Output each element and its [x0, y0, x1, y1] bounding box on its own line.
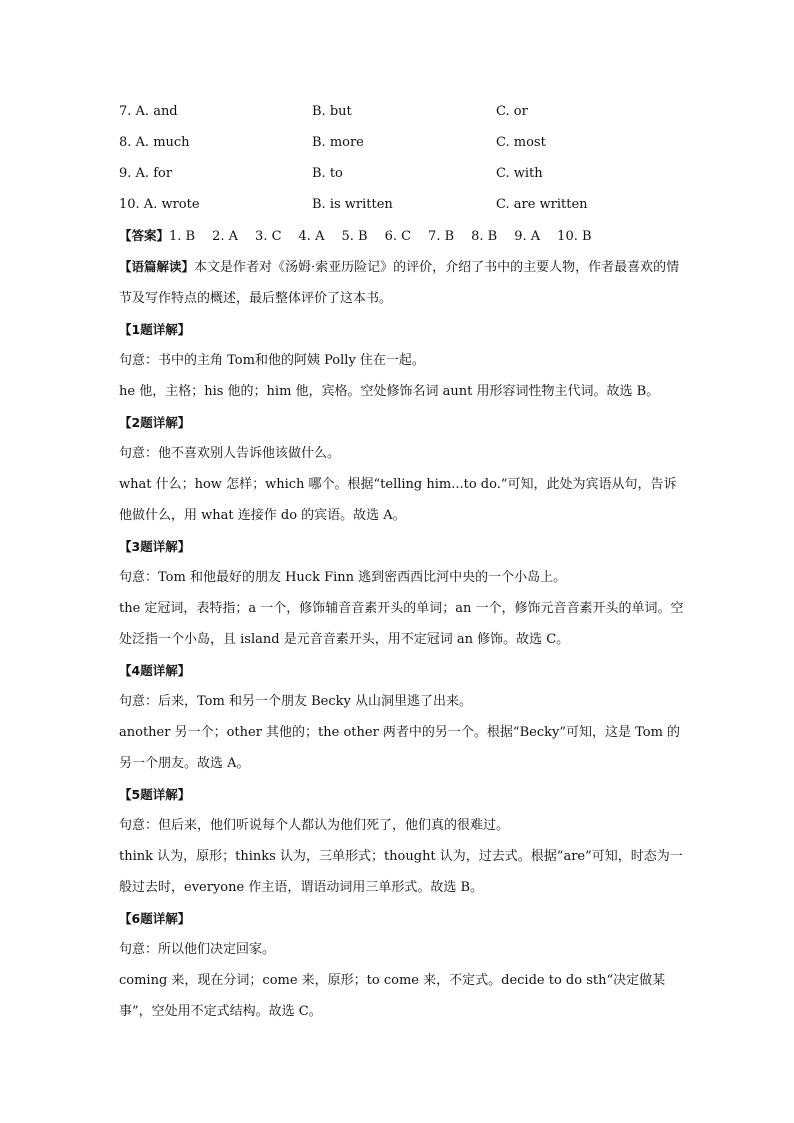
detail-heading: 【1题详解】	[119, 322, 191, 337]
overview-label: 【语篇解读】	[119, 259, 195, 274]
answer-item: 4. A	[298, 229, 325, 244]
option-a: 7. A. and	[119, 104, 178, 119]
detail-meaning: 句意：他不喜欢别人告诉他该做什么。	[119, 446, 341, 461]
option-b: B. to	[312, 166, 343, 181]
option-c: C. most	[496, 135, 546, 150]
option-row-9	[119, 158, 684, 189]
answer-label: 【答案】	[119, 228, 170, 243]
detail-explanation: he 他，主格；his 他的；him 他，宾格。空处修饰名词 aunt 用形容词性物主代词。故选 B。	[119, 384, 660, 399]
detail-1	[119, 314, 684, 407]
detail-meaning: 句意：后来，Tom 和另一个朋友 Becky 从山洞里逃了出来。	[119, 694, 472, 709]
detail-heading: 【6题详解】	[119, 911, 191, 926]
detail-meaning: 句意：Tom 和他最好的朋友 Huck Finn 逃到密西西比河中央的一个小岛上。	[119, 570, 567, 585]
option-c: C. are written	[496, 197, 588, 212]
option-c: C. or	[496, 104, 528, 119]
detail-explanation: what 什么；how 怎样；which 哪个。根据“telling him...to do.”可知，此处为宾语从句，告诉他做什么，用 what 连接作 do 的宾语。故选 A。	[119, 477, 677, 523]
options-block	[119, 96, 684, 220]
detail-explanation: coming 来，现在分词；come 来，原形；to come 来，不定式。decide to do sth“决定做某事”，空处用不定式结构。故选 C。	[119, 973, 666, 1019]
answer-item: 3. C	[255, 229, 282, 244]
option-c: C. with	[496, 166, 543, 181]
detail-meaning: 句意：所以他们决定回家。	[119, 942, 276, 957]
answer-key	[119, 220, 684, 251]
option-a: 10. A. wrote	[119, 197, 200, 212]
answer-item: 2. A	[212, 229, 239, 244]
overview-text: 本文是作者对《汤姆·索亚历险记》的评价，介绍了书中的主要人物，作者最喜欢的情节及写作特点的概述，最后整体评价了这本书。	[119, 260, 680, 306]
detail-heading: 【5题详解】	[119, 787, 191, 802]
answer-item: 6. C	[384, 229, 412, 244]
answer-item: 1. B	[169, 229, 196, 244]
detail-meaning: 句意：书中的主角 Tom和他的阿姨 Polly 住在一起。	[119, 353, 425, 368]
answer-item: 9. A	[514, 229, 541, 244]
option-row-10	[119, 189, 684, 220]
detail-6	[119, 903, 684, 1027]
option-row-8	[119, 127, 684, 158]
detail-explanation: the 定冠词，表特指；a 一个，修饰辅音音素开头的单词；an 一个，修饰元音音素开头的单词。空处泛指一个小岛，且 island 是元音音素开头，用不定冠词 an 修饰。故选 C。	[119, 601, 684, 647]
answer-item: 10. B	[557, 229, 592, 244]
answer-item: 8. B	[471, 229, 498, 244]
detail-3	[119, 531, 684, 655]
document-page	[119, 96, 684, 1027]
detail-heading: 【4题详解】	[119, 663, 191, 678]
option-a: 8. A. much	[119, 135, 190, 150]
option-b: B. more	[312, 135, 364, 150]
detail-5	[119, 779, 684, 903]
answer-item: 5. B	[341, 229, 368, 244]
option-row-7	[119, 96, 684, 127]
detail-explanation: think 认为，原形；thinks 认为，三单形式；thought 认为，过去式。根据“are”可知，时态为一般过去时，everyone 作主语，谓语动词用三单形式。故选 B。	[119, 849, 683, 895]
detail-heading: 【3题详解】	[119, 539, 191, 554]
detail-heading: 【2题详解】	[119, 415, 191, 430]
option-a: 9. A. for	[119, 166, 173, 181]
option-b: B. is written	[312, 197, 393, 212]
detail-4	[119, 655, 684, 779]
option-b: B. but	[312, 104, 352, 119]
detail-2	[119, 407, 684, 531]
answer-item: 7. B	[428, 229, 455, 244]
passage-overview	[119, 251, 684, 314]
detail-meaning: 句意：但后来，他们听说每个人都认为他们死了，他们真的很难过。	[119, 818, 510, 833]
detail-explanation: another 另一个；other 其他的；the other 两者中的另一个。根据“Becky”可知，这是 Tom 的另一个朋友。故选 A。	[119, 725, 681, 771]
